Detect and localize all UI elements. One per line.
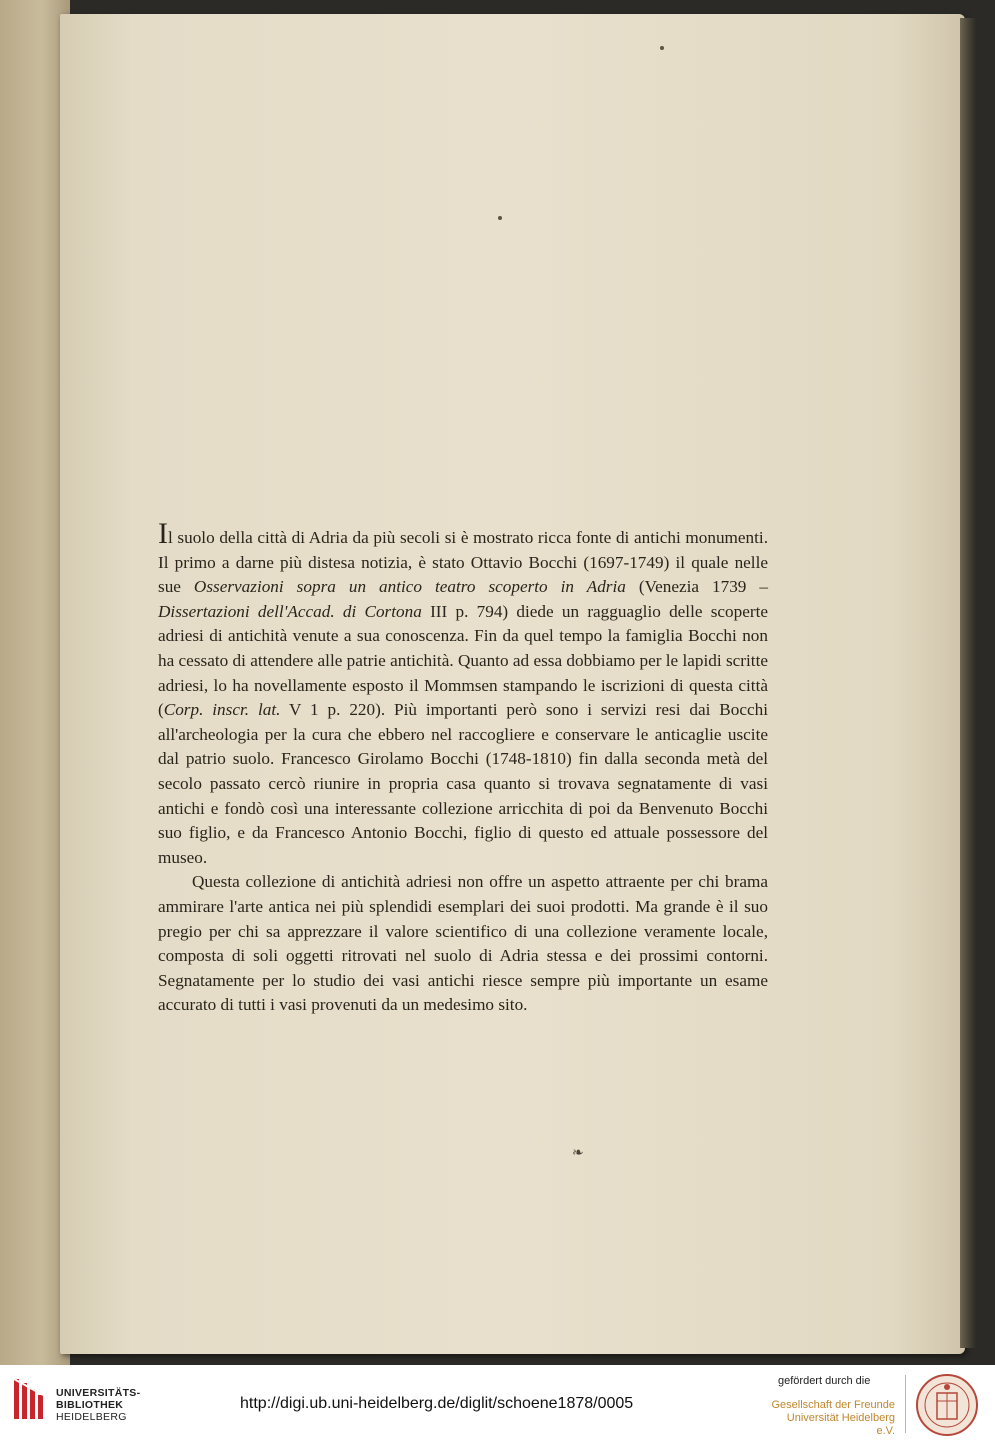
library-logo-icon xyxy=(12,1377,46,1421)
library-line: UNIVERSITÄTS- xyxy=(56,1387,141,1399)
library-line: BIBLIOTHEK xyxy=(56,1399,124,1411)
sponsor-block xyxy=(770,1375,895,1438)
footer-divider xyxy=(905,1375,906,1433)
text-run: V 1 p. 220). Più importanti però sono i servizi resi dai Bocchi all'archeologia per la cura che ebbero nel raccogliere e conservare le anticaglie uscite dal patrio suolo. Francesco Girolamo Bocchi (1748-1810) fin dalla seconda metà del secolo passato cercò riunire in propria casa quanto si trovava segnatamente di vasi antichi e fondò così una interessante collezione arricchita di poi da Benvenuto Bocchi suo figlio, e da Francesco Antonio Bocchi, figlio di questo ed attuale possessore del museo. xyxy=(158,700,768,867)
sponsor-label: gefördert durch die xyxy=(778,1375,871,1387)
italic-citation: Dissertazioni dell'Accad. di Cortona xyxy=(158,601,422,621)
ornament: ❧ xyxy=(572,1146,584,1161)
italic-citation: Corp. inscr. lat. xyxy=(163,700,281,720)
italic-citation: Osservazioni sopra un antico teatro scoperto in Adria xyxy=(193,577,626,597)
text-run: III p. 794) diede un ragguaglio delle scoperte adriesi di antichità venute a sua conoscenza. Fin da quel tempo la famiglia Bocchi non ha cessato di attendere alle patrie antichità. Quanto ad essa dobbiamo per le lapidi scritte adriesi, lo ha novellamente esposto il Mommsen stampando le iscrizioni di questa città ( xyxy=(158,601,768,720)
paragraph xyxy=(158,517,768,870)
paper-spot xyxy=(660,46,664,50)
sponsor-org-line: Universität Heidelberg e.V. xyxy=(786,1412,895,1437)
university-seal-icon xyxy=(915,1373,979,1437)
paragraph xyxy=(158,870,768,1018)
text-run: Questa collezione di antichità adriesi non offre un aspetto attraente per chi brama ammirare l'arte antica nei più splendidi esemplari dei suoi prodotti. Ma grande è il suo pregio per chi sa apprezzare il valore scientifico di una collezione veramente locale, composta di soli oggetti ritrovati nel suolo di Adria stessa e dei prossimi contorni. Segnatamente per lo studio dei vasi antichi riesce sempre più importante un esame accurato di tutti i vasi provenuti da un medesimo sito. xyxy=(158,872,768,1015)
library-line: HEIDELBERG xyxy=(56,1411,127,1423)
text-run: l suolo della città di Adria da più secoli si è mostrato ricca fonte di antichi monumenti. Il primo a darne più distesa notizia, è stato Ottavio Bocchi (1697-1749) il quale nelle sue xyxy=(158,528,768,597)
sponsor-org-line: Gesellschaft der Freunde xyxy=(771,1399,895,1411)
page-edge-shadow xyxy=(960,18,976,1348)
paper-spot xyxy=(498,216,502,220)
text-run: (Venezia 1739 – xyxy=(625,577,768,597)
drop-initial: I xyxy=(158,517,168,550)
body-text xyxy=(158,517,768,1018)
library-name xyxy=(56,1387,140,1423)
permalink-url[interactable]: http://digi.ub.uni-heidelberg.de/diglit/schoene1878/0005 xyxy=(240,1395,634,1412)
footer-bar xyxy=(0,1365,995,1442)
